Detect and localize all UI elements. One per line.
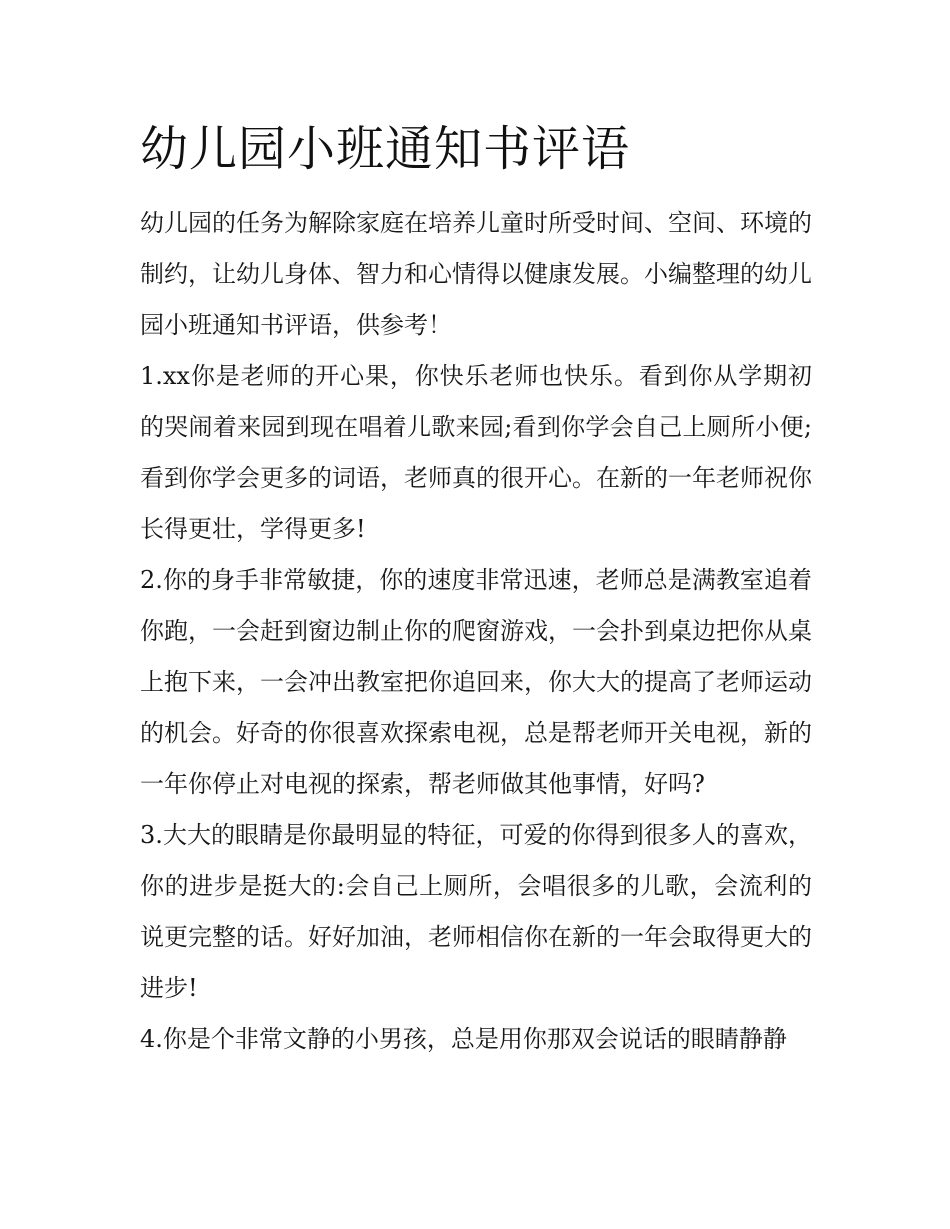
comment-paragraph-4: 4.你是个非常文静的小男孩，总是用你那双会说话的眼睛静静 (140, 1025, 787, 1053)
comment-paragraph-2: 2.你的身手非常敏捷，你的速度非常迅速，老师总是满教室追着你跑，一会赶到窗边制止你的爬窗游戏，一会扑到桌边把你从桌上抱下来，一会冲出教室把你追回来，你大大的提高了老师运动的机会。好奇的你很喜欢探索电视，总是帮老师开关电视，新的一年你停止对电视的探索，帮老师做其他事情，好吗? (140, 566, 812, 798)
comment-paragraph-3: 3.大大的眼睛是你最明显的特征，可爱的你得到很多人的喜欢，你的进步是挺大的:会自己上厕所，会唱很多的儿歌，会流利的说更完整的话。好好加油，老师相信你在新的一年会取得更大的进步! (140, 821, 812, 1002)
document-body (140, 118, 812, 1065)
intro-paragraph: 幼儿园的任务为解除家庭在培养儿童时所受时间、空间、环境的制约，让幼儿身体、智力和心情得以健康发展。小编整理的幼儿园小班通知书评语，供参考！ (140, 209, 812, 339)
comment-paragraph-1: 1.xx你是老师的开心果，你快乐老师也快乐。看到你从学期初的哭闹着来园到现在唱着儿歌来园;看到你学会自己上厕所小便;看到你学会更多的词语，老师真的很开心。在新的一年老师祝你长得更壮，学得更多! (140, 362, 812, 543)
document-title: 幼儿园小班通知书评语 (140, 121, 631, 177)
